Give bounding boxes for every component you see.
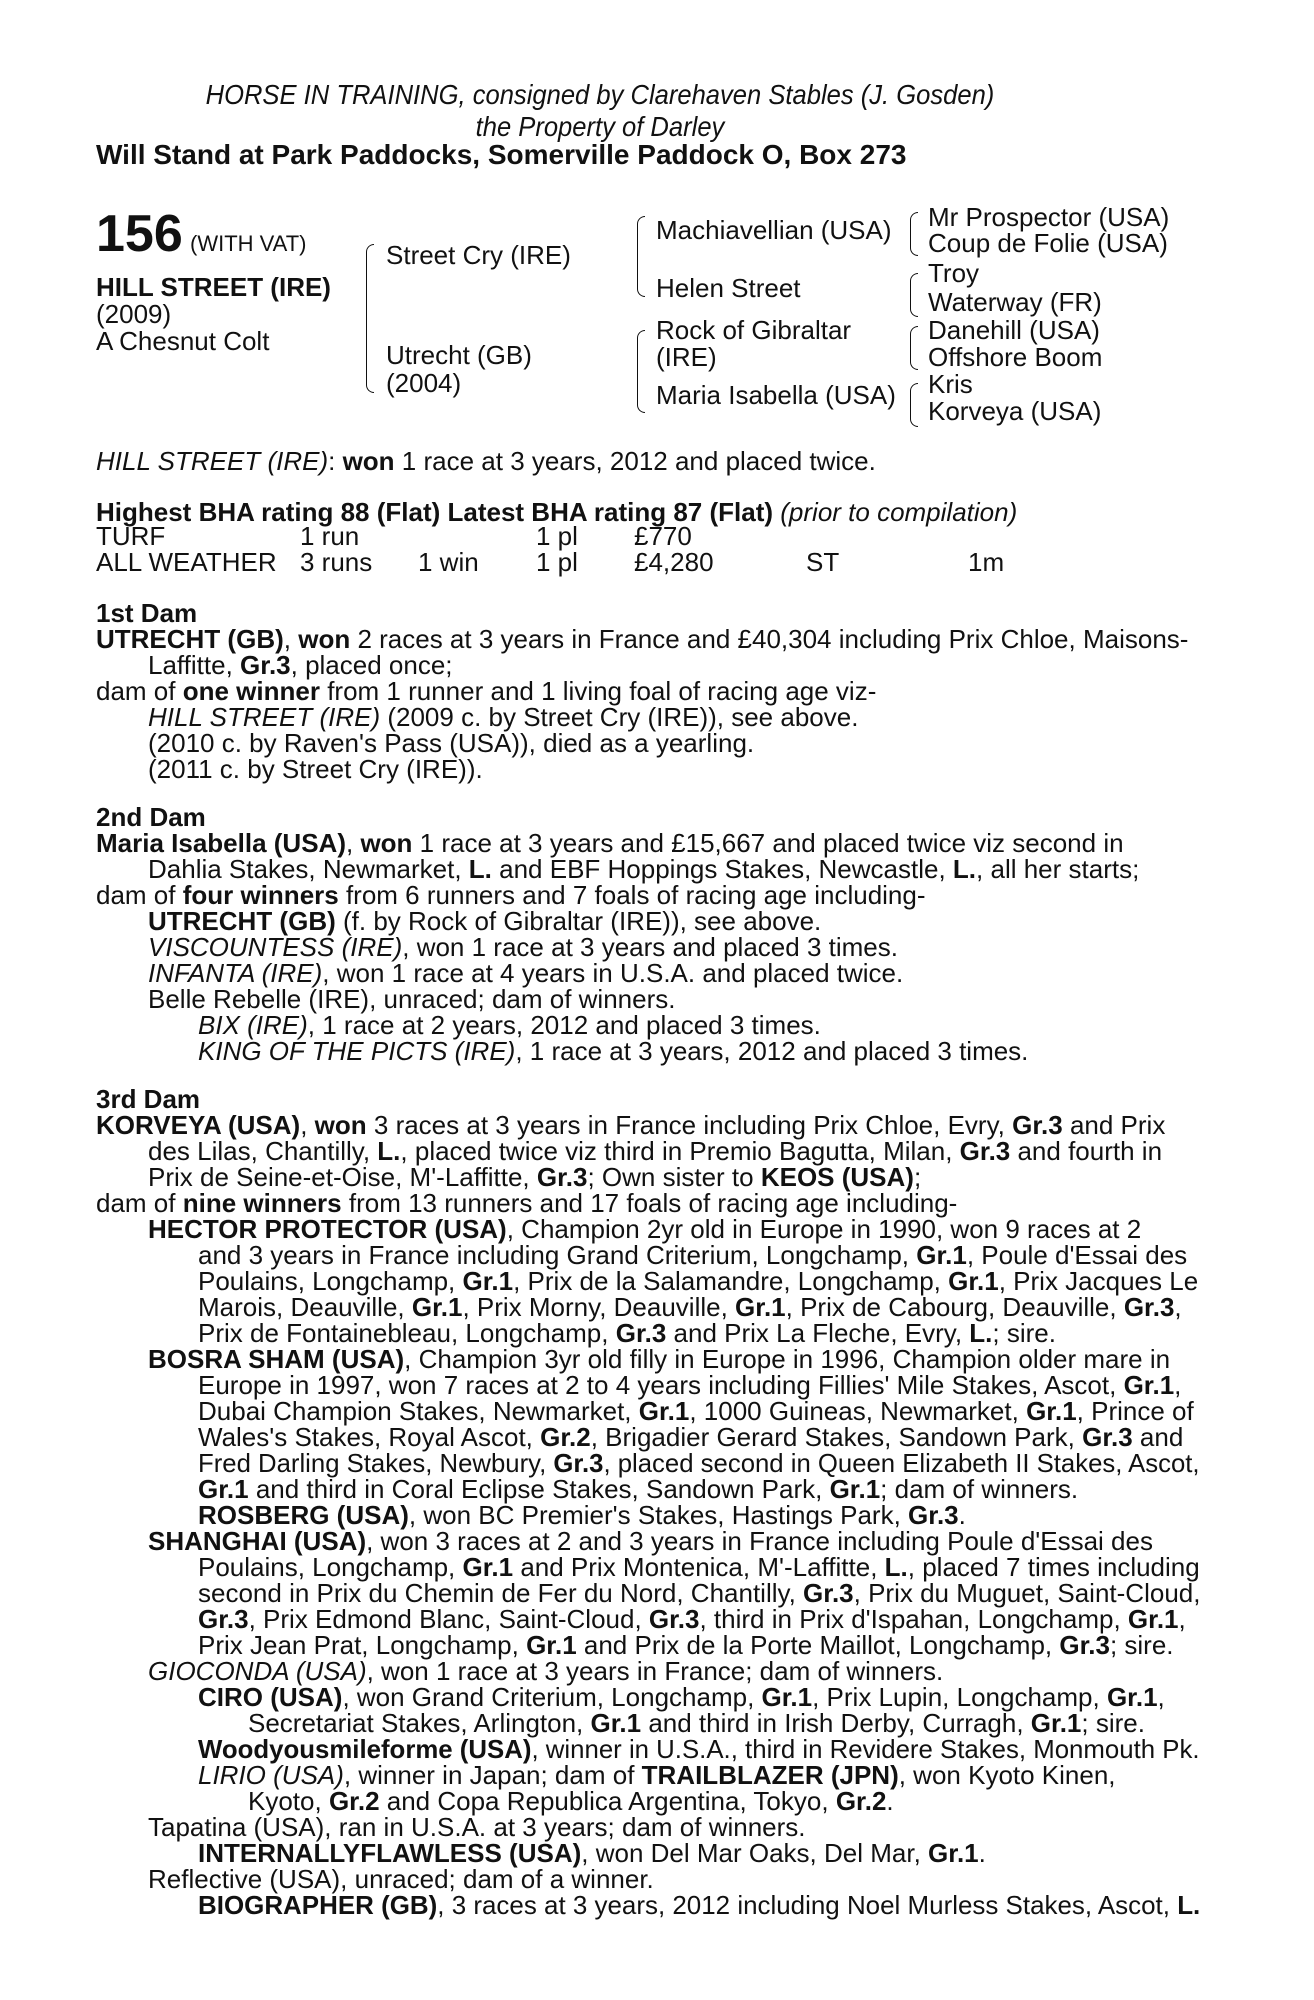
bosra-line5: Fred Darling Stakes, Newbury, Gr.3, placed second in Queen Elizabeth II Stakes, Ascot, <box>198 1448 1200 1478</box>
reflective-line: Reflective (USA), unraced; dam of a winner. <box>148 1864 654 1894</box>
aw-label: ALL WEATHER <box>96 547 277 577</box>
pedigree-sire-dam: Helen Street <box>656 273 801 303</box>
dam2-line8: BIX (IRE), 1 race at 2 years, 2012 and placed 3 times. <box>198 1010 821 1040</box>
hector-line4: Marois, Deauville, Gr.1, Prix Morny, Deauville, Gr.1, Prix de Cabourg, Deauville, Gr.3, <box>198 1292 1182 1322</box>
pedigree-dam-year: (2004) <box>386 368 462 398</box>
horse-name: HILL STREET (IRE) <box>96 272 331 302</box>
dam2-line5: VISCOUNTESS (IRE), won 1 race at 3 years and placed 3 times. <box>148 932 898 962</box>
rating-note: (prior to compilation) <box>780 497 1018 527</box>
dam3-line2: des Lilas, Chantilly, L., placed twice viz third in Premio Bagutta, Milan, Gr.3 and fourth in <box>148 1136 1163 1166</box>
shanghai-line3: second in Prix du Chemin de Fer du Nord, Chantilly, Gr.3, Prix du Muguet, Saint-Cloud, <box>198 1578 1201 1608</box>
hector-line5: Prix de Fontainebleau, Longchamp, Gr.3 and Prix La Fleche, Evry, L.; sire. <box>198 1318 1056 1348</box>
dam2-line2: Dahlia Stakes, Newmarket, L. and EBF Hoppings Stakes, Newcastle, L., all her starts; <box>148 854 1140 884</box>
horse-description: A Chesnut Colt <box>96 326 270 356</box>
aw-runs: 3 runs <box>300 547 373 577</box>
aw-placed: 1 pl <box>536 547 578 577</box>
property-line: the Property of Darley <box>475 111 725 142</box>
turf-earnings: £770 <box>634 521 692 551</box>
dam1-line4: HILL STREET (IRE) (2009 c. by Street Cry (IRE)), see above. <box>148 702 859 732</box>
bosra-line2: Europe in 1997, won 7 races at 2 to 4 years including Fillies' Mile Stakes, Ascot, Gr.1, <box>198 1370 1182 1400</box>
brace-dam-dam <box>637 370 645 413</box>
pedigree-g6: Offshore Boom <box>928 342 1103 372</box>
pedigree-g4: Waterway (FR) <box>928 287 1102 317</box>
tapatina-line: Tapatina (USA), ran in U.S.A. at 3 years; dam of winners. <box>148 1812 806 1842</box>
lot-number-row <box>96 206 307 262</box>
bosra-line6: Gr.1 and third in Coral Eclipse Stakes, Sandown Park, Gr.1; dam of winners. <box>198 1474 1079 1504</box>
shanghai-line4: Gr.3, Prix Edmond Blanc, Saint-Cloud, Gr.3, third in Prix d'Ispahan, Longchamp, Gr.1, <box>198 1604 1186 1634</box>
pedigree-dam-dam: Maria Isabella (USA) <box>656 380 896 410</box>
dam2-line9: KING OF THE PICTS (IRE), 1 race at 3 years, 2012 and placed 3 times. <box>198 1036 1029 1066</box>
dam2-heading: 2nd Dam <box>96 802 206 832</box>
ciro-line1: CIRO (USA), won Grand Criterium, Longchamp, Gr.1, Prix Lupin, Longchamp, Gr.1, <box>198 1682 1165 1712</box>
bosra-line3: Dubai Champion Stakes, Newmarket, Gr.1, 1000 Guineas, Newmarket, Gr.1, Prince of <box>198 1396 1194 1426</box>
dam2-line7: Belle Rebelle (IRE), unraced; dam of winners. <box>148 984 676 1014</box>
pedigree-g5: Danehill (USA) <box>928 315 1100 345</box>
dam2-line4: UTRECHT (GB) (f. by Rock of Gibraltar (IRE)), see above. <box>148 906 822 936</box>
dam2-line3: dam of four winners from 6 runners and 7 foals of racing age including- <box>96 880 926 910</box>
dam3-heading: 3rd Dam <box>96 1084 201 1114</box>
brace-dam <box>366 312 374 393</box>
woodyou-line: Woodyousmileforme (USA), winner in U.S.A., third in Revidere Stakes, Monmouth Pk. <box>198 1734 1200 1764</box>
pedigree-dam-sire: Rock of Gibraltar <box>656 315 852 345</box>
pedigree-g7: Kris <box>928 369 973 399</box>
dam3-line3: Prix de Seine-et-Oise, M'-Laffitte, Gr.3; Own sister to KEOS (USA); <box>148 1162 922 1192</box>
aw-distance: 1m <box>968 547 1005 577</box>
gioconda-line: GIOCONDA (USA), won 1 race at 3 years in France; dam of winners. <box>148 1656 944 1686</box>
turf-runs: 1 run <box>300 521 360 551</box>
dam3-line1: KORVEYA (USA), won 3 races at 3 years in France including Prix Chloe, Evry, Gr.3 and Prix <box>96 1110 1166 1140</box>
lirio-line1: LIRIO (USA), winner in Japan; dam of TRAILBLAZER (JPN), won Kyoto Kinen, <box>198 1760 1116 1790</box>
brace-sire-dam <box>637 258 645 297</box>
pedigree-g3: Troy <box>928 258 980 288</box>
summary-name: HILL STREET (IRE) <box>96 446 329 476</box>
dam1-line6: (2011 c. by Street Cry (IRE)). <box>148 754 483 784</box>
pedigree-g2: Coup de Folie (USA) <box>928 228 1168 258</box>
dam2-line1: Maria Isabella (USA), won 1 race at 3 years and £15,667 and placed twice viz second in <box>96 828 1124 858</box>
dam1-line3: dam of one winner from 1 runner and 1 living foal of racing age viz- <box>96 676 877 706</box>
aw-surface: ST <box>806 547 840 577</box>
brace-g5 <box>910 326 918 348</box>
brace-g6 <box>910 347 918 370</box>
bosra-line4: Wales's Stakes, Royal Ascot, Gr.2, Brigadier Gerard Stakes, Sandown Park, Gr.3 and <box>198 1422 1184 1452</box>
consigned-line: HORSE IN TRAINING, consigned by Clarehaven Stables (J. Gosden) <box>205 79 995 110</box>
shanghai-line5: Prix Jean Prat, Longchamp, Gr.1 and Prix de la Porte Maillot, Longchamp, Gr.3; sire. <box>198 1630 1174 1660</box>
dam3-line4: dam of nine winners from 13 runners and 17 foals of racing age including- <box>96 1188 958 1218</box>
hector-line1: HECTOR PROTECTOR (USA), Champion 2yr old in Europe in 1990, won 9 races at 2 <box>148 1214 1142 1244</box>
brace-g3 <box>910 273 918 295</box>
pedigree-sire-sire: Machiavellian (USA) <box>656 215 892 245</box>
brace-g7 <box>910 383 918 405</box>
dam1-line1: UTRECHT (GB), won 2 races at 3 years in France and £40,304 including Prix Chloe, Maisons- <box>96 624 1189 654</box>
hector-line3: Poulains, Longchamp, Gr.1, Prix de la Salamandre, Longchamp, Gr.1, Prix Jacques Le <box>198 1266 1199 1296</box>
pedigree-dam-sire-2: (IRE) <box>656 342 717 372</box>
summary-won: won <box>342 446 395 476</box>
rating-bold: Highest BHA rating 88 (Flat) Latest BHA rating 87 (Flat) <box>96 497 774 527</box>
turf-placed: 1 pl <box>536 521 578 551</box>
rosberg-line: ROSBERG (USA), won BC Premier's Stakes, Hastings Park, Gr.3. <box>198 1500 966 1530</box>
aw-wins: 1 win <box>418 547 479 577</box>
internally-line: INTERNALLYFLAWLESS (USA), won Del Mar Oaks, Del Mar, Gr.1. <box>198 1838 986 1868</box>
brace-sire-sire <box>637 216 645 259</box>
pedigree-dam: Utrecht (GB) <box>386 340 532 370</box>
brace-sire <box>366 244 374 313</box>
brace-g4 <box>910 294 918 317</box>
turf-label: TURF <box>96 521 166 551</box>
brace-g1 <box>910 212 918 234</box>
pedigree-g1: Mr Prospector (USA) <box>928 202 1170 232</box>
lot-number: 156 <box>96 205 183 263</box>
ciro-line2: Secretariat Stakes, Arlington, Gr.1 and third in Irish Derby, Curragh, Gr.1; sire. <box>248 1708 1145 1738</box>
foaling-year: (2009) <box>96 299 172 329</box>
brace-g2 <box>910 233 918 256</box>
aw-earnings: £4,280 <box>634 547 714 577</box>
summary-rest: 1 race at 3 years, 2012 and placed twice. <box>394 446 876 476</box>
shanghai-line2: Poulains, Longchamp, Gr.1 and Prix Montenica, M'-Laffitte, L., placed 7 times including <box>198 1552 1200 1582</box>
brace-g8 <box>910 404 918 427</box>
bosra-line1: BOSRA SHAM (USA), Champion 3yr old filly in Europe in 1996, Champion older mare in <box>148 1344 1171 1374</box>
dam1-line5: (2010 c. by Raven's Pass (USA)), died as a yearling. <box>148 728 755 758</box>
shanghai-line1: SHANGHAI (USA), won 3 races at 2 and 3 years in France including Poule d'Essai des <box>148 1526 1153 1556</box>
biographer-line: BIOGRAPHER (GB), 3 races at 3 years, 2012 including Noel Murless Stakes, Ascot, L. <box>198 1890 1201 1920</box>
lirio-line2: Kyoto, Gr.2 and Copa Republica Argentina, Tokyo, Gr.2. <box>248 1786 894 1816</box>
pedigree-sire: Street Cry (IRE) <box>386 240 571 270</box>
hector-line2: and 3 years in France including Grand Criterium, Longchamp, Gr.1, Poule d'Essai des <box>198 1240 1188 1270</box>
pedigree-g8: Korveya (USA) <box>928 396 1102 426</box>
stand-location: Will Stand at Park Paddocks, Somerville Paddock O, Box 273 <box>96 139 907 170</box>
vat-note: (WITH VAT) <box>190 231 307 256</box>
dam1-line2: Laffitte, Gr.3, placed once; <box>148 650 453 680</box>
brace-dam-sire <box>637 330 645 371</box>
summary-sep: : <box>328 446 343 476</box>
dam2-line6: INFANTA (IRE), won 1 race at 4 years in U.S.A. and placed twice. <box>148 958 904 988</box>
dam1-heading: 1st Dam <box>96 598 198 628</box>
race-summary <box>96 446 876 476</box>
